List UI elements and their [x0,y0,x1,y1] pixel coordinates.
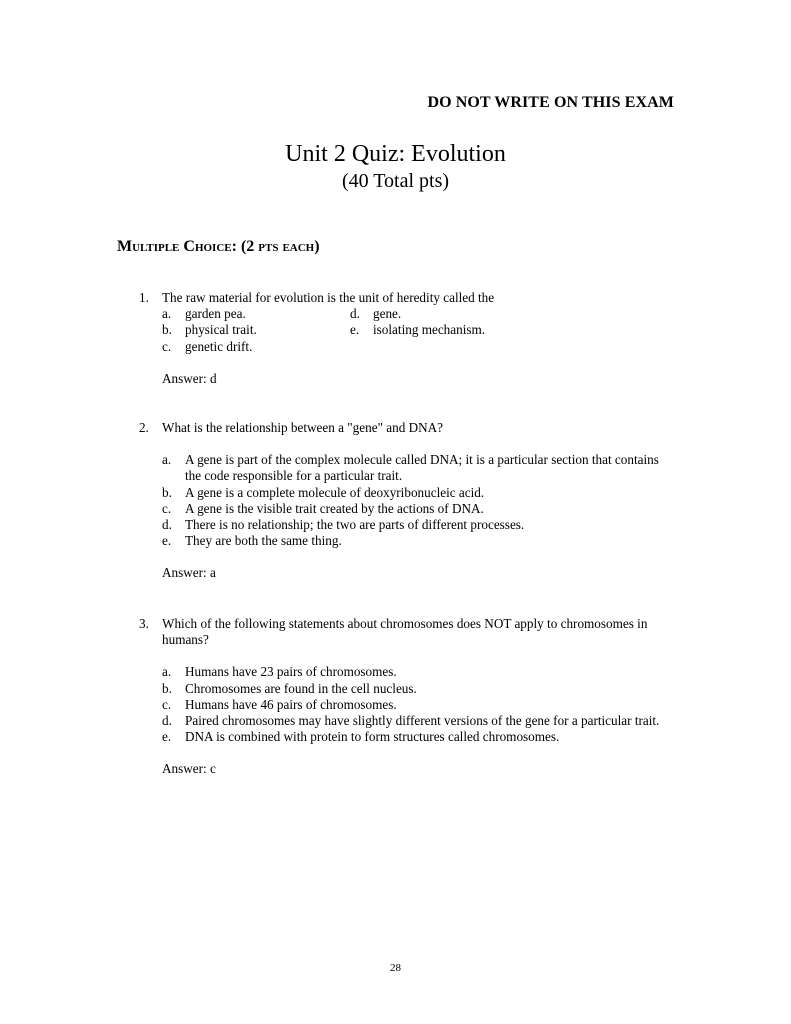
choice-text: There is no relationship; the two are parts of different processes. [185,517,525,533]
question-2 [139,420,679,582]
choice-text: physical trait. [185,322,257,338]
question-text: What is the relationship between a "gene" and DNA? [162,420,444,435]
choice-a [162,664,679,680]
choice-text: Paired chromosomes may have slightly different versions of the gene for a particular trait. [185,713,660,729]
choice-letter: e. [162,533,172,549]
question-1 [139,290,679,387]
choice-d [162,517,679,533]
choice-text: They are both the same thing. [185,533,342,549]
choice-e [162,533,679,549]
choice-letter: e. [162,729,172,745]
choice-list [162,664,679,745]
choice-b [162,322,350,338]
choice-letter: b. [162,484,172,500]
quiz-subtitle: (40 Total pts) [341,170,450,192]
choice-text: A gene is a complete molecule of deoxyribonucleic acid. [185,484,485,500]
question-number: 2. [139,420,149,435]
choice-letter: a. [162,306,172,322]
choice-letter: a. [162,452,172,468]
choice-text: gene. [373,306,402,322]
answer-line: Answer: c [162,761,216,777]
choice-letter: a. [162,664,172,680]
choice-text: genetic drift. [185,338,253,354]
choice-letter: d. [162,517,172,533]
choice-letter: c. [162,500,172,516]
question-number: 1. [139,290,149,305]
choice-text: Humans have 46 pairs of chromosomes. [185,696,397,712]
choice-text: isolating mechanism. [373,322,486,338]
choice-list [162,452,679,549]
choice-c [162,501,679,517]
exam-warning: DO NOT WRITE ON THIS EXAM [427,94,674,111]
choice-letter: c. [162,696,172,712]
choice-c [162,339,350,355]
choice-b [162,485,679,501]
choice-d [162,713,679,729]
question-text: The raw material for evolution is the unit of heredity called the [162,290,495,305]
answer-line: Answer: a [162,565,216,581]
choice-c [162,697,679,713]
choice-text: Humans have 23 pairs of chromosomes. [185,664,397,680]
choice-letter: d. [350,306,360,322]
choice-letter: b. [162,322,172,338]
section-heading: Multiple Choice: (2 pts each) [117,238,320,255]
choice-d [350,306,679,322]
choice-text: A gene is part of the complex molecule called DNA; it is a particular section that contains the code responsible for a particular trait. [185,452,659,484]
choice-e [162,729,679,745]
choice-b [162,681,679,697]
choice-e [350,322,679,338]
question-text: Which of the following statements about chromosomes does NOT apply to chromosomes in humans? [162,616,648,648]
choice-text: Chromosomes are found in the cell nucleus. [185,680,417,696]
choice-a [162,306,350,322]
choice-text: A gene is the visible trait created by the actions of DNA. [185,500,484,516]
choice-text: DNA is combined with protein to form structures called chromosomes. [185,729,560,745]
choice-letter: d. [162,713,172,729]
question-number: 3. [139,616,149,631]
choice-text: garden pea. [185,306,246,322]
choice-letter: b. [162,680,172,696]
choice-a [162,452,679,484]
choice-list [162,306,679,355]
quiz-title: Unit 2 Quiz: Evolution [285,141,506,167]
answer-line: Answer: d [162,370,217,386]
choice-letter: c. [162,338,172,354]
choice-letter: e. [350,322,360,338]
page-number: 28 [390,962,401,974]
question-3 [139,616,679,778]
